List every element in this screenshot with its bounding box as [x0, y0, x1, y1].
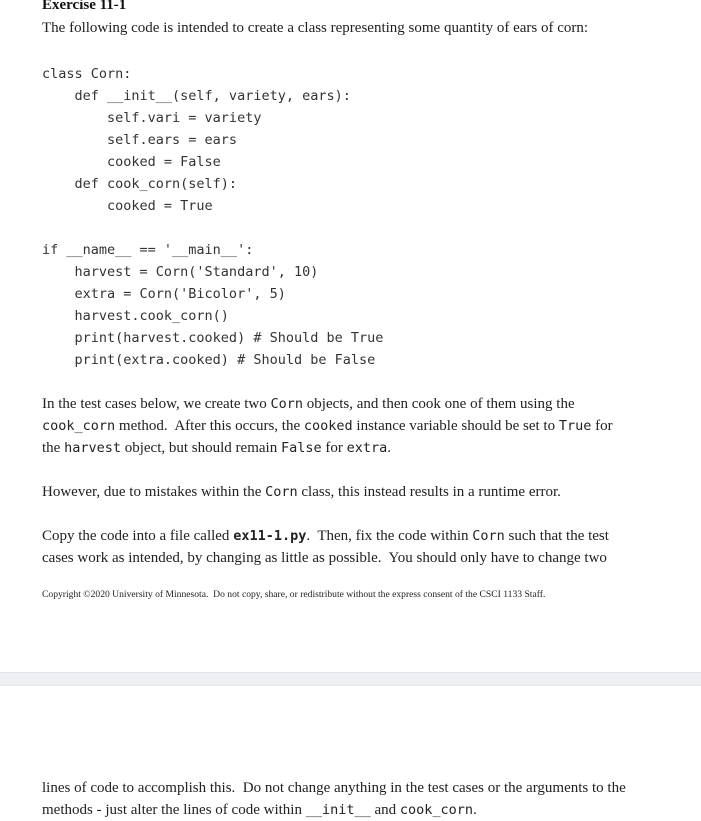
code-line: def __init__(self, variety, ears):	[42, 88, 351, 104]
paragraph-line: In the test cases below, we create two Corn objects, and then cook one of them using the	[42, 396, 575, 412]
paragraph-line: methods - just alter the lines of code within __init__ and cook_corn.	[42, 802, 477, 818]
code-line: harvest.cook_corn()	[42, 308, 229, 324]
filename: ex11-1.py	[233, 528, 307, 544]
code-line: def cook_corn(self):	[42, 176, 238, 192]
paragraph-line: cases work as intended, by changing as little as possible. You should only have to change two	[42, 550, 607, 566]
code-line: self.ears = ears	[42, 132, 238, 148]
code-line: cooked = True	[42, 198, 213, 214]
paragraph-line: Copy the code into a file called ex11-1.py. Then, fix the code within Corn such that the test	[42, 528, 609, 544]
code-line: harvest = Corn('Standard', 10)	[42, 264, 319, 280]
code-line: self.vari = variety	[42, 110, 262, 126]
paragraph-line: the harvest object, but should remain False for extra.	[42, 440, 391, 456]
paragraph-line: cook_corn method. After this occurs, the cooked instance variable should be set to True for	[42, 418, 613, 434]
page-divider	[0, 672, 701, 686]
paragraph-line: However, due to mistakes within the Corn class, this instead results in a runtime error.	[42, 484, 561, 500]
code-line: if __name__ == '__main__':	[42, 242, 254, 258]
copyright-notice: Copyright ©2020 University of Minnesota. Do not copy, share, or redistribute without the express consent of the CSCI 1133 Staff.	[42, 589, 546, 600]
intro-text: The following code is intended to create a class representing some quantity of ears of corn:	[42, 20, 589, 36]
code-line: class Corn:	[42, 66, 132, 82]
code-line: extra = Corn('Bicolor', 5)	[42, 286, 286, 302]
code-line: print(extra.cooked) # Should be False	[42, 352, 376, 368]
code-line: print(harvest.cooked) # Should be True	[42, 330, 384, 346]
paragraph-line: lines of code to accomplish this. Do not change anything in the test cases or the arguments to the	[42, 780, 626, 796]
code-line: cooked = False	[42, 154, 221, 170]
exercise-title: Exercise 11-1	[42, 0, 127, 13]
